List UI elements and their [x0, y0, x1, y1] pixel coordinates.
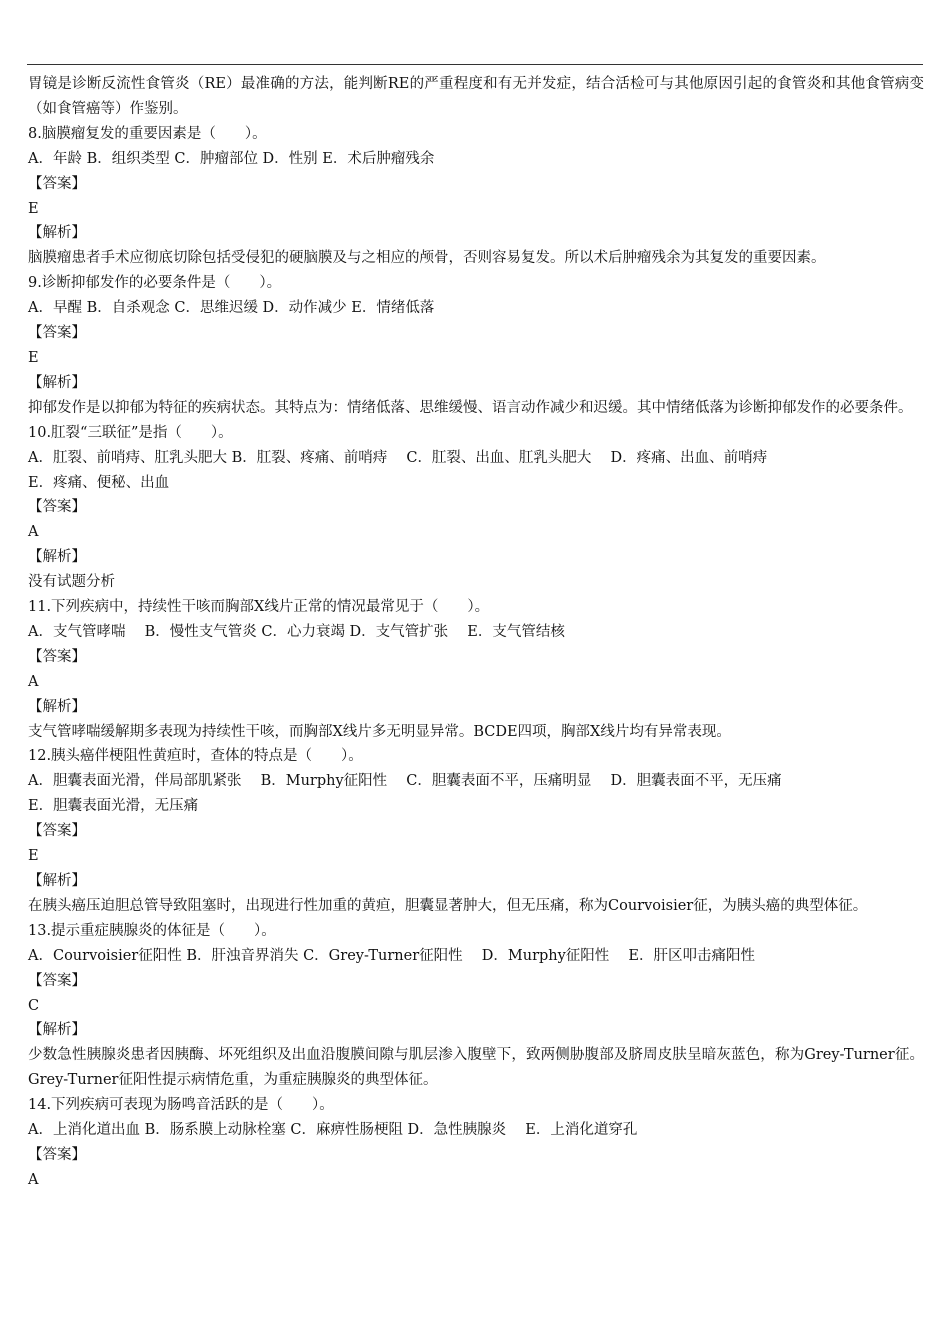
answer-label: 【答案】 [28, 1146, 86, 1163]
analysis-text: 支气管哮喘缓解期多表现为持续性干咳，而胸部X线片多无明显异常。BCDE四项，胸部X线片均有异常表现。 [28, 723, 731, 740]
question-stem: 10.肛裂“三联征”是指（ ）。 [28, 424, 233, 441]
analysis-label: 【解析】 [28, 873, 86, 889]
answer-label: 【答案】 [28, 972, 86, 989]
question-stem: 9.诊断抑郁发作的必要条件是（ ）。 [28, 275, 282, 292]
answer-value: A [28, 524, 39, 541]
analysis-text: 没有试题分析 [28, 574, 115, 591]
analysis-label: 【解析】 [28, 374, 86, 391]
analysis-text: 少数急性胰腺炎患者因胰酶、坏死组织及出血沿腹膜间隙与肌层渗入腹壁下，致两侧胁腹部及脐周皮肤呈暗灰蓝色，称为Grey-Turner征。Grey-Turner征阳性提示病情危重，为重症胰腺炎的典型体征。 [28, 1047, 924, 1089]
question-options: A．Courvoisier征阳性 B．肝浊音界消失 C．Grey-Turner征阳性 D．Murphy征阳性 E．肝区叩击痛阳性 [28, 947, 756, 964]
question-stem: 14.下列疾病可表现为肠鸣音活跃的是（ ）。 [28, 1097, 334, 1114]
question-options: A．早醒 B．自杀观念 C．思维迟缓 D．动作减少 E．情绪低落 [28, 300, 435, 317]
question-list [28, 122, 924, 1193]
question-block [28, 919, 924, 1093]
analysis-label: 【解析】 [28, 549, 86, 566]
analysis-label: 【解析】 [28, 1022, 86, 1039]
intro-paragraph: 胃镜是诊断反流性食管炎（RE）最准确的方法，能判断RE的严重程度和有无并发症，结合活检可与其他原因引起的食管炎和其他食管病变（如食管癌等）作鉴别。 [28, 76, 924, 117]
question-options: A．肛裂、前哨痔、肛乳头肥大 B．肛裂、疼痛、前哨痔 C．肛裂、出血、肛乳头肥大 D．疼痛、出血、前哨痔 [28, 449, 768, 466]
answer-value: E [28, 349, 39, 366]
question-stem: 8.脑膜瘤复发的重要因素是（ ）。 [28, 125, 267, 142]
answer-value: E [28, 200, 39, 217]
question-block [28, 122, 924, 271]
document-body [28, 72, 924, 1193]
answer-label: 【答案】 [28, 325, 86, 342]
analysis-label: 【解析】 [28, 225, 86, 242]
question-stem: 12.胰头癌伴梗阻性黄疸时，查体的特点是（ ）。 [28, 748, 363, 765]
answer-label: 【答案】 [28, 648, 86, 665]
question-options: A．胆囊表面光滑，伴局部肌紧张 B．Murphy征阳性 C．胆囊表面不平，压痛明显 D．胆囊表面不平，无压痛 [28, 773, 782, 790]
question-stem: 11.下列疾病中，持续性干咳而胸部X线片正常的情况最常见于（ ）。 [28, 599, 490, 616]
question-block [28, 271, 924, 420]
question-block [28, 1093, 924, 1193]
question-options: E．胆囊表面光滑，无压痛 [28, 798, 199, 815]
question-options: A．年龄 B．组织类型 C．肿瘤部位 D．性别 E．术后肿瘤残余 [28, 150, 435, 167]
answer-label: 【答案】 [28, 499, 86, 516]
answer-value: E [28, 848, 39, 865]
question-stem: 13.提示重症胰腺炎的体征是（ ）。 [28, 922, 276, 939]
question-options: A．上消化道出血 B．肠系膜上动脉栓塞 C．麻痹性肠梗阻 D．急性胰腺炎 E．上消化道穿孔 [28, 1122, 638, 1139]
answer-label: 【答案】 [28, 823, 86, 840]
analysis-text: 抑郁发作是以抑郁为特征的疾病状态。其特点为：情绪低落、思维缓慢、语言动作减少和迟缓。其中情绪低落为诊断抑郁发作的必要条件。 [28, 399, 913, 416]
analysis-label: 【解析】 [28, 698, 86, 715]
answer-value: A [28, 673, 39, 690]
analysis-text: 在胰头癌压迫胆总管导致阻塞时，出现进行性加重的黄疸，胆囊显著肿大，但无压痛，称为Courvoisier征，为胰头癌的典型体征。 [28, 897, 868, 914]
header-rule [27, 64, 923, 65]
question-block [28, 595, 924, 744]
analysis-text: 脑膜瘤患者手术应彻底切除包括受侵犯的硬脑膜及与之相应的颅骨，否则容易复发。所以术后肿瘤残余为其复发的重要因素。 [28, 250, 826, 267]
question-options: E．疼痛、便秘、出血 [28, 474, 170, 491]
answer-value: A [28, 1171, 39, 1188]
question-block [28, 421, 924, 595]
answer-label: 【答案】 [28, 175, 86, 192]
question-options: A．支气管哮喘 B．慢性支气管炎 C．心力衰竭 D．支气管扩张 E．支气管结核 [28, 623, 565, 640]
answer-value: C [28, 997, 40, 1014]
question-block [28, 744, 924, 918]
